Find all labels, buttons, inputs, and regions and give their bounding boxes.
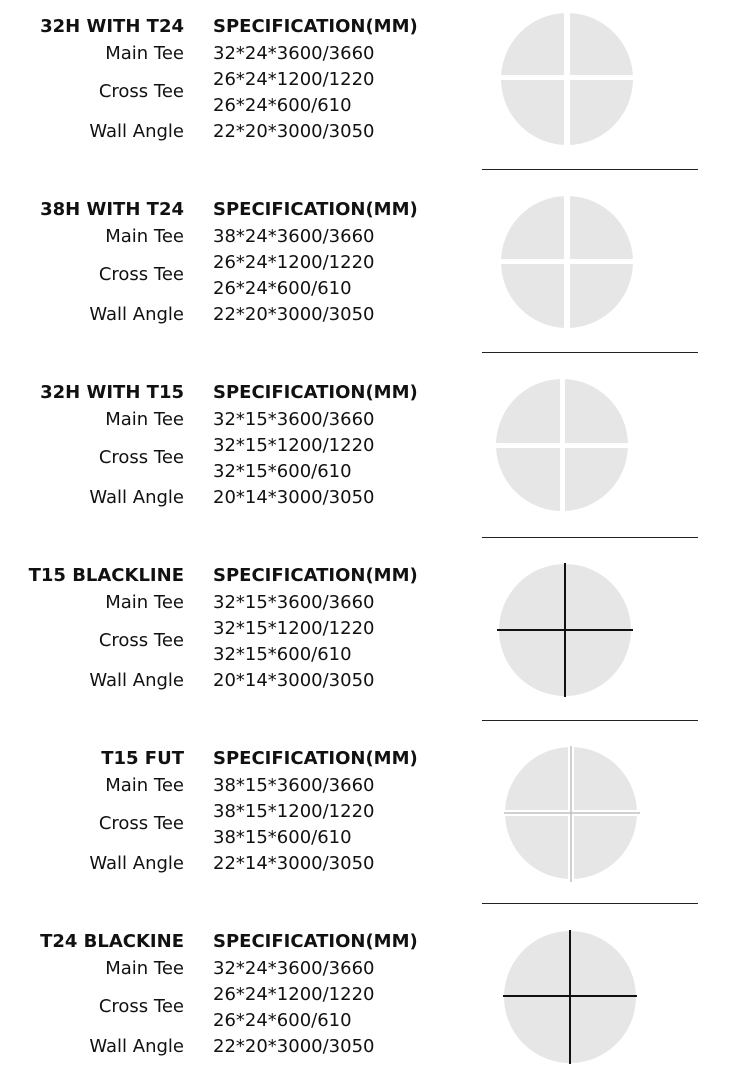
main-tee-value: 38*15*3600/3660 [213, 775, 375, 796]
product-title: 32H WITH T15 [40, 382, 184, 403]
cross-tee-label: Cross Tee [98, 81, 184, 102]
cross-tee-label: Cross Tee [98, 264, 184, 285]
black-line-cross-circle-icon [503, 930, 639, 1066]
wall-angle-value: 22*20*3000/3050 [213, 121, 375, 142]
wall-angle-label: Wall Angle [89, 304, 184, 325]
cross-tee-value-1: 32*15*1200/1220 [213, 618, 375, 639]
main-tee-label: Main Tee [105, 409, 184, 430]
specification-header: SPECIFICATION(MM) [213, 16, 418, 37]
cross-tee-value-2: 38*15*600/610 [213, 827, 352, 848]
wall-angle-label: Wall Angle [89, 853, 184, 874]
specification-header: SPECIFICATION(MM) [213, 931, 418, 952]
white-gap-cross-circle-icon [500, 12, 636, 148]
product-title: 38H WITH T24 [40, 199, 184, 220]
cross-tee-label: Cross Tee [98, 813, 184, 834]
wall-angle-value: 20*14*3000/3050 [213, 670, 375, 691]
product-title: T15 BLACKLINE [28, 565, 184, 586]
section-divider [482, 720, 698, 721]
product-title: T15 FUT [101, 748, 184, 769]
white-gap-cross-circle-icon [500, 195, 636, 331]
main-tee-label: Main Tee [105, 592, 184, 613]
product-title: T24 BLACKINE [40, 931, 184, 952]
main-tee-value: 38*24*3600/3660 [213, 226, 375, 247]
main-tee-label: Main Tee [105, 226, 184, 247]
cross-tee-value-1: 26*24*1200/1220 [213, 69, 375, 90]
cross-tee-label: Cross Tee [98, 630, 184, 651]
specification-header: SPECIFICATION(MM) [213, 199, 418, 220]
wall-angle-value: 22*20*3000/3050 [213, 304, 375, 325]
main-tee-label: Main Tee [105, 43, 184, 64]
cross-tee-value-2: 26*24*600/610 [213, 278, 352, 299]
product-section [0, 0, 750, 160]
cross-tee-value-2: 26*24*600/610 [213, 1010, 352, 1031]
cross-tee-label: Cross Tee [98, 996, 184, 1017]
cross-tee-value-1: 32*15*1200/1220 [213, 435, 375, 456]
main-tee-value: 32*24*3600/3660 [213, 958, 375, 979]
section-divider [482, 169, 698, 170]
main-tee-label: Main Tee [105, 775, 184, 796]
specification-header: SPECIFICATION(MM) [213, 565, 418, 586]
product-section [0, 366, 750, 526]
main-tee-value: 32*24*3600/3660 [213, 43, 375, 64]
fut-groove-cross-circle-icon [504, 746, 640, 882]
wall-angle-label: Wall Angle [89, 121, 184, 142]
cross-tee-value-2: 32*15*600/610 [213, 644, 352, 665]
section-divider [482, 352, 698, 353]
main-tee-value: 32*15*3600/3660 [213, 409, 375, 430]
wall-angle-value: 22*20*3000/3050 [213, 1036, 375, 1057]
cross-tee-value-2: 26*24*600/610 [213, 95, 352, 116]
wall-angle-value: 20*14*3000/3050 [213, 487, 375, 508]
white-gap-cross-circle-icon [495, 378, 631, 514]
cross-tee-value-1: 26*24*1200/1220 [213, 984, 375, 1005]
product-section [0, 915, 750, 1075]
cross-tee-value-1: 26*24*1200/1220 [213, 252, 375, 273]
section-divider [482, 903, 698, 904]
black-line-cross-circle-icon [497, 563, 633, 699]
cross-tee-value-2: 32*15*600/610 [213, 461, 352, 482]
product-title: 32H WITH T24 [40, 16, 184, 37]
main-tee-value: 32*15*3600/3660 [213, 592, 375, 613]
product-section [0, 549, 750, 709]
product-section [0, 732, 750, 892]
specification-header: SPECIFICATION(MM) [213, 382, 418, 403]
cross-tee-label: Cross Tee [98, 447, 184, 468]
wall-angle-value: 22*14*3000/3050 [213, 853, 375, 874]
main-tee-label: Main Tee [105, 958, 184, 979]
wall-angle-label: Wall Angle [89, 670, 184, 691]
wall-angle-label: Wall Angle [89, 487, 184, 508]
specification-header: SPECIFICATION(MM) [213, 748, 418, 769]
product-section [0, 183, 750, 343]
cross-tee-value-1: 38*15*1200/1220 [213, 801, 375, 822]
section-divider [482, 537, 698, 538]
wall-angle-label: Wall Angle [89, 1036, 184, 1057]
